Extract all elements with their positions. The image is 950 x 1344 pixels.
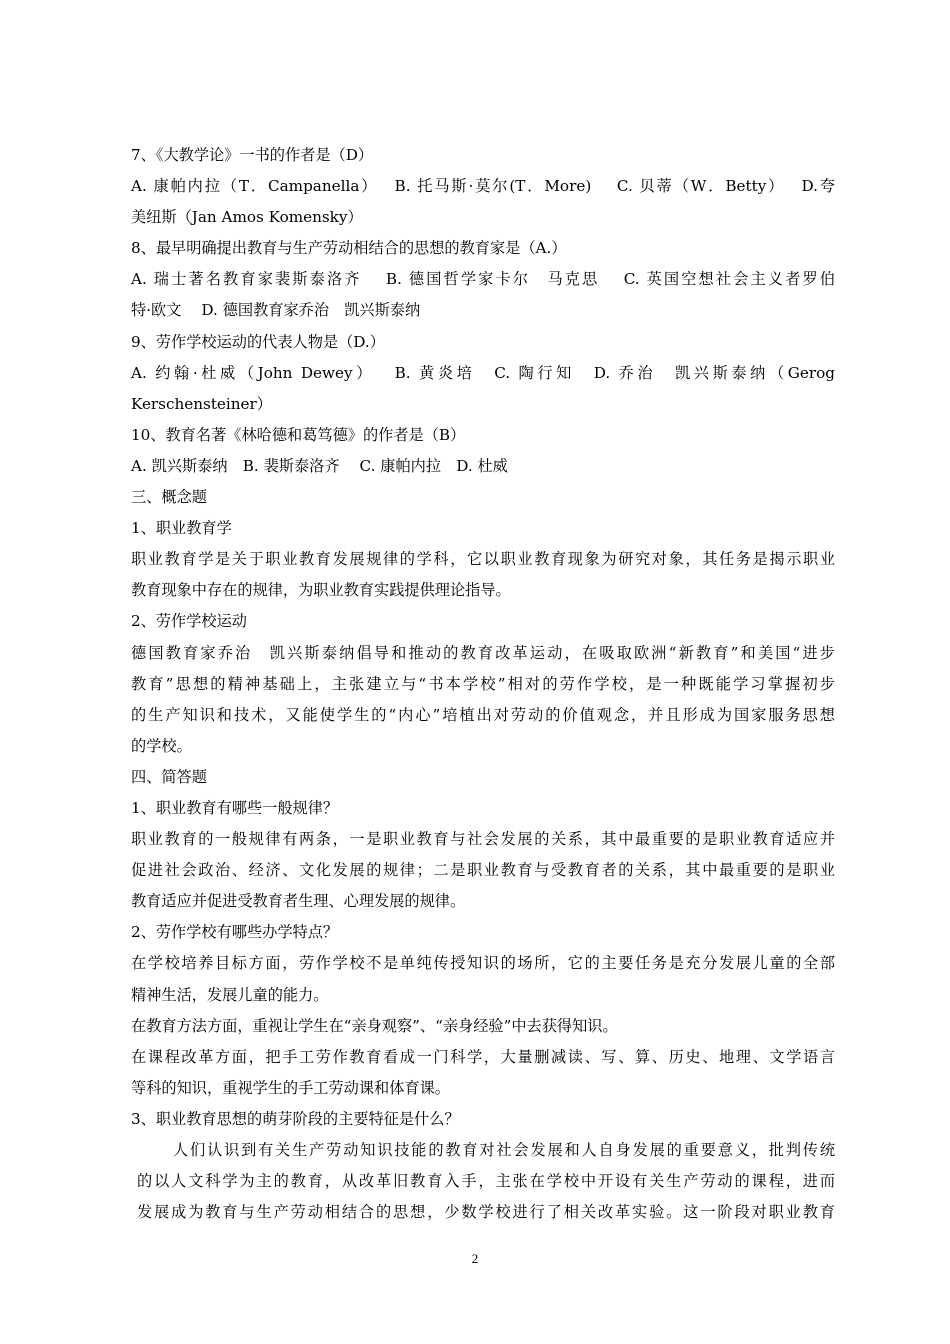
short-answer-2-body-end: 等科的知识，重视学生的手工劳动课和体育课。 [131,1078,450,1097]
concept-2-body-cont: 教育”思想的精神基础上，主张建立与“书本学校”相对的劳作学校，是一种既能学习掌握初步 [131,674,835,693]
concept-2-body-end: 的学校。 [131,736,192,755]
question-7: 7、《大教学论》一书的作者是（D） [131,146,374,164]
question-8-options: A. 瑞士著名教育家裴斯泰洛齐 B. 德国哲学家卡尔 马克思 C. 英国空想社会主义者罗伯 [131,270,835,289]
question-9-options-cont: Kerschensteiner） [131,394,272,413]
short-answer-1-body: 职业教育的一般规律有两条，一是职业教育与社会发展的关系，其中最重要的是职业教育适应并 [131,830,835,849]
concept-1-title: 1、职业教育学 [131,519,232,538]
concept-2-title: 2、劳作学校运动 [131,612,247,631]
question-7-options-cont: 美纽斯（Jan Amos Komensky） [131,208,363,227]
short-answer-3-body-cont: 发展成为教育与生产劳动相结合的思想，少数学校进行了相关改革实验。这一阶段对职业教育 [137,1203,835,1222]
question-9-options: A. 约翰·杜威（John Dewey） B. 黄炎培 C. 陶行知 D. 乔治 凯兴斯泰纳（Gerog [131,363,835,382]
short-answer-2-body: 在学校培养目标方面，劳作学校不是单纯传授知识的场所，它的主要任务是充分发展儿童的全部 [131,954,835,973]
short-answer-2-body-curriculum: 在课程改革方面，把手工劳作教育看成一门科学，大量删减读、写、算、历史、地理、文学语言 [131,1047,835,1066]
document-body [131,140,835,1228]
short-answer-3-body: 人们认识到有关生产劳动知识技能的教育对社会发展和人自身发展的重要意义，批判传统 [173,1141,835,1159]
question-10: 10、教育名著《林哈德和葛笃德》的作者是（B） [131,425,466,444]
short-answer-2-body-cont: 精神生活，发展儿童的能力。 [131,985,329,1004]
short-answer-2-title: 2、劳作学校有哪些办学特点？ [131,923,339,942]
question-7-options: A. 康帕内拉（T．Campanella） B. 托马斯·莫尔(T．More) C. 贝蒂（W．Betty） D.夸 [131,177,835,196]
short-answer-3-title: 3、职业教育思想的萌芽阶段的主要特征是什么？ [131,1109,460,1128]
short-answer-1-title: 1、职业教育有哪些一般规律？ [131,798,339,817]
question-10-options: A. 凯兴斯泰纳 B. 裴斯泰洛齐 C. 康帕内拉 D. 杜威 [131,456,508,475]
short-answer-1-body-cont: 促进社会政治、经济、文化发展的规律；二是职业教育与受教育者的关系，其中最重要的是职业 [131,861,835,880]
concept-2-body-cont: 的生产知识和技术，又能使学生的“内心”培植出对劳动的价值观念，并且形成为国家服务思想 [131,705,835,724]
section-heading-concepts: 三、概念题 [131,488,207,507]
short-answer-3-body-cont: 的以人文科学为主的教育，从改革旧教育入手，主张在学校中开设有关生产劳动的课程，进而 [137,1172,835,1191]
short-answer-2-body-method: 在教育方法方面，重视让学生在“亲身观察”、“亲身经验”中去获得知识。 [131,1016,618,1035]
page-number: 2 [471,1251,479,1266]
short-answer-1-body-end: 教育适应并促进受教育者生理、心理发展的规律。 [131,892,466,911]
question-8: 8、最早明确提出教育与生产劳动相结合的思想的教育家是（A.） [131,239,567,258]
concept-1-body-cont: 教育现象中存在的规律，为职业教育实践提供理论指导。 [131,581,511,600]
question-8-options-cont: 特·欧文 D. 德国教育家乔治 凯兴斯泰纳 [131,301,421,320]
concept-1-body: 职业教育学是关于职业教育发展规律的学科，它以职业教育现象为研究对象，其任务是揭示职业 [131,550,835,569]
question-9: 9、劳作学校运动的代表人物是（D.） [131,332,385,351]
section-heading-short-answer: 四、简答题 [131,767,207,786]
concept-2-body: 德国教育家乔治 凯兴斯泰纳倡导和推动的教育改革运动，在吸取欧洲“新教育”和美国“进步 [131,643,835,662]
